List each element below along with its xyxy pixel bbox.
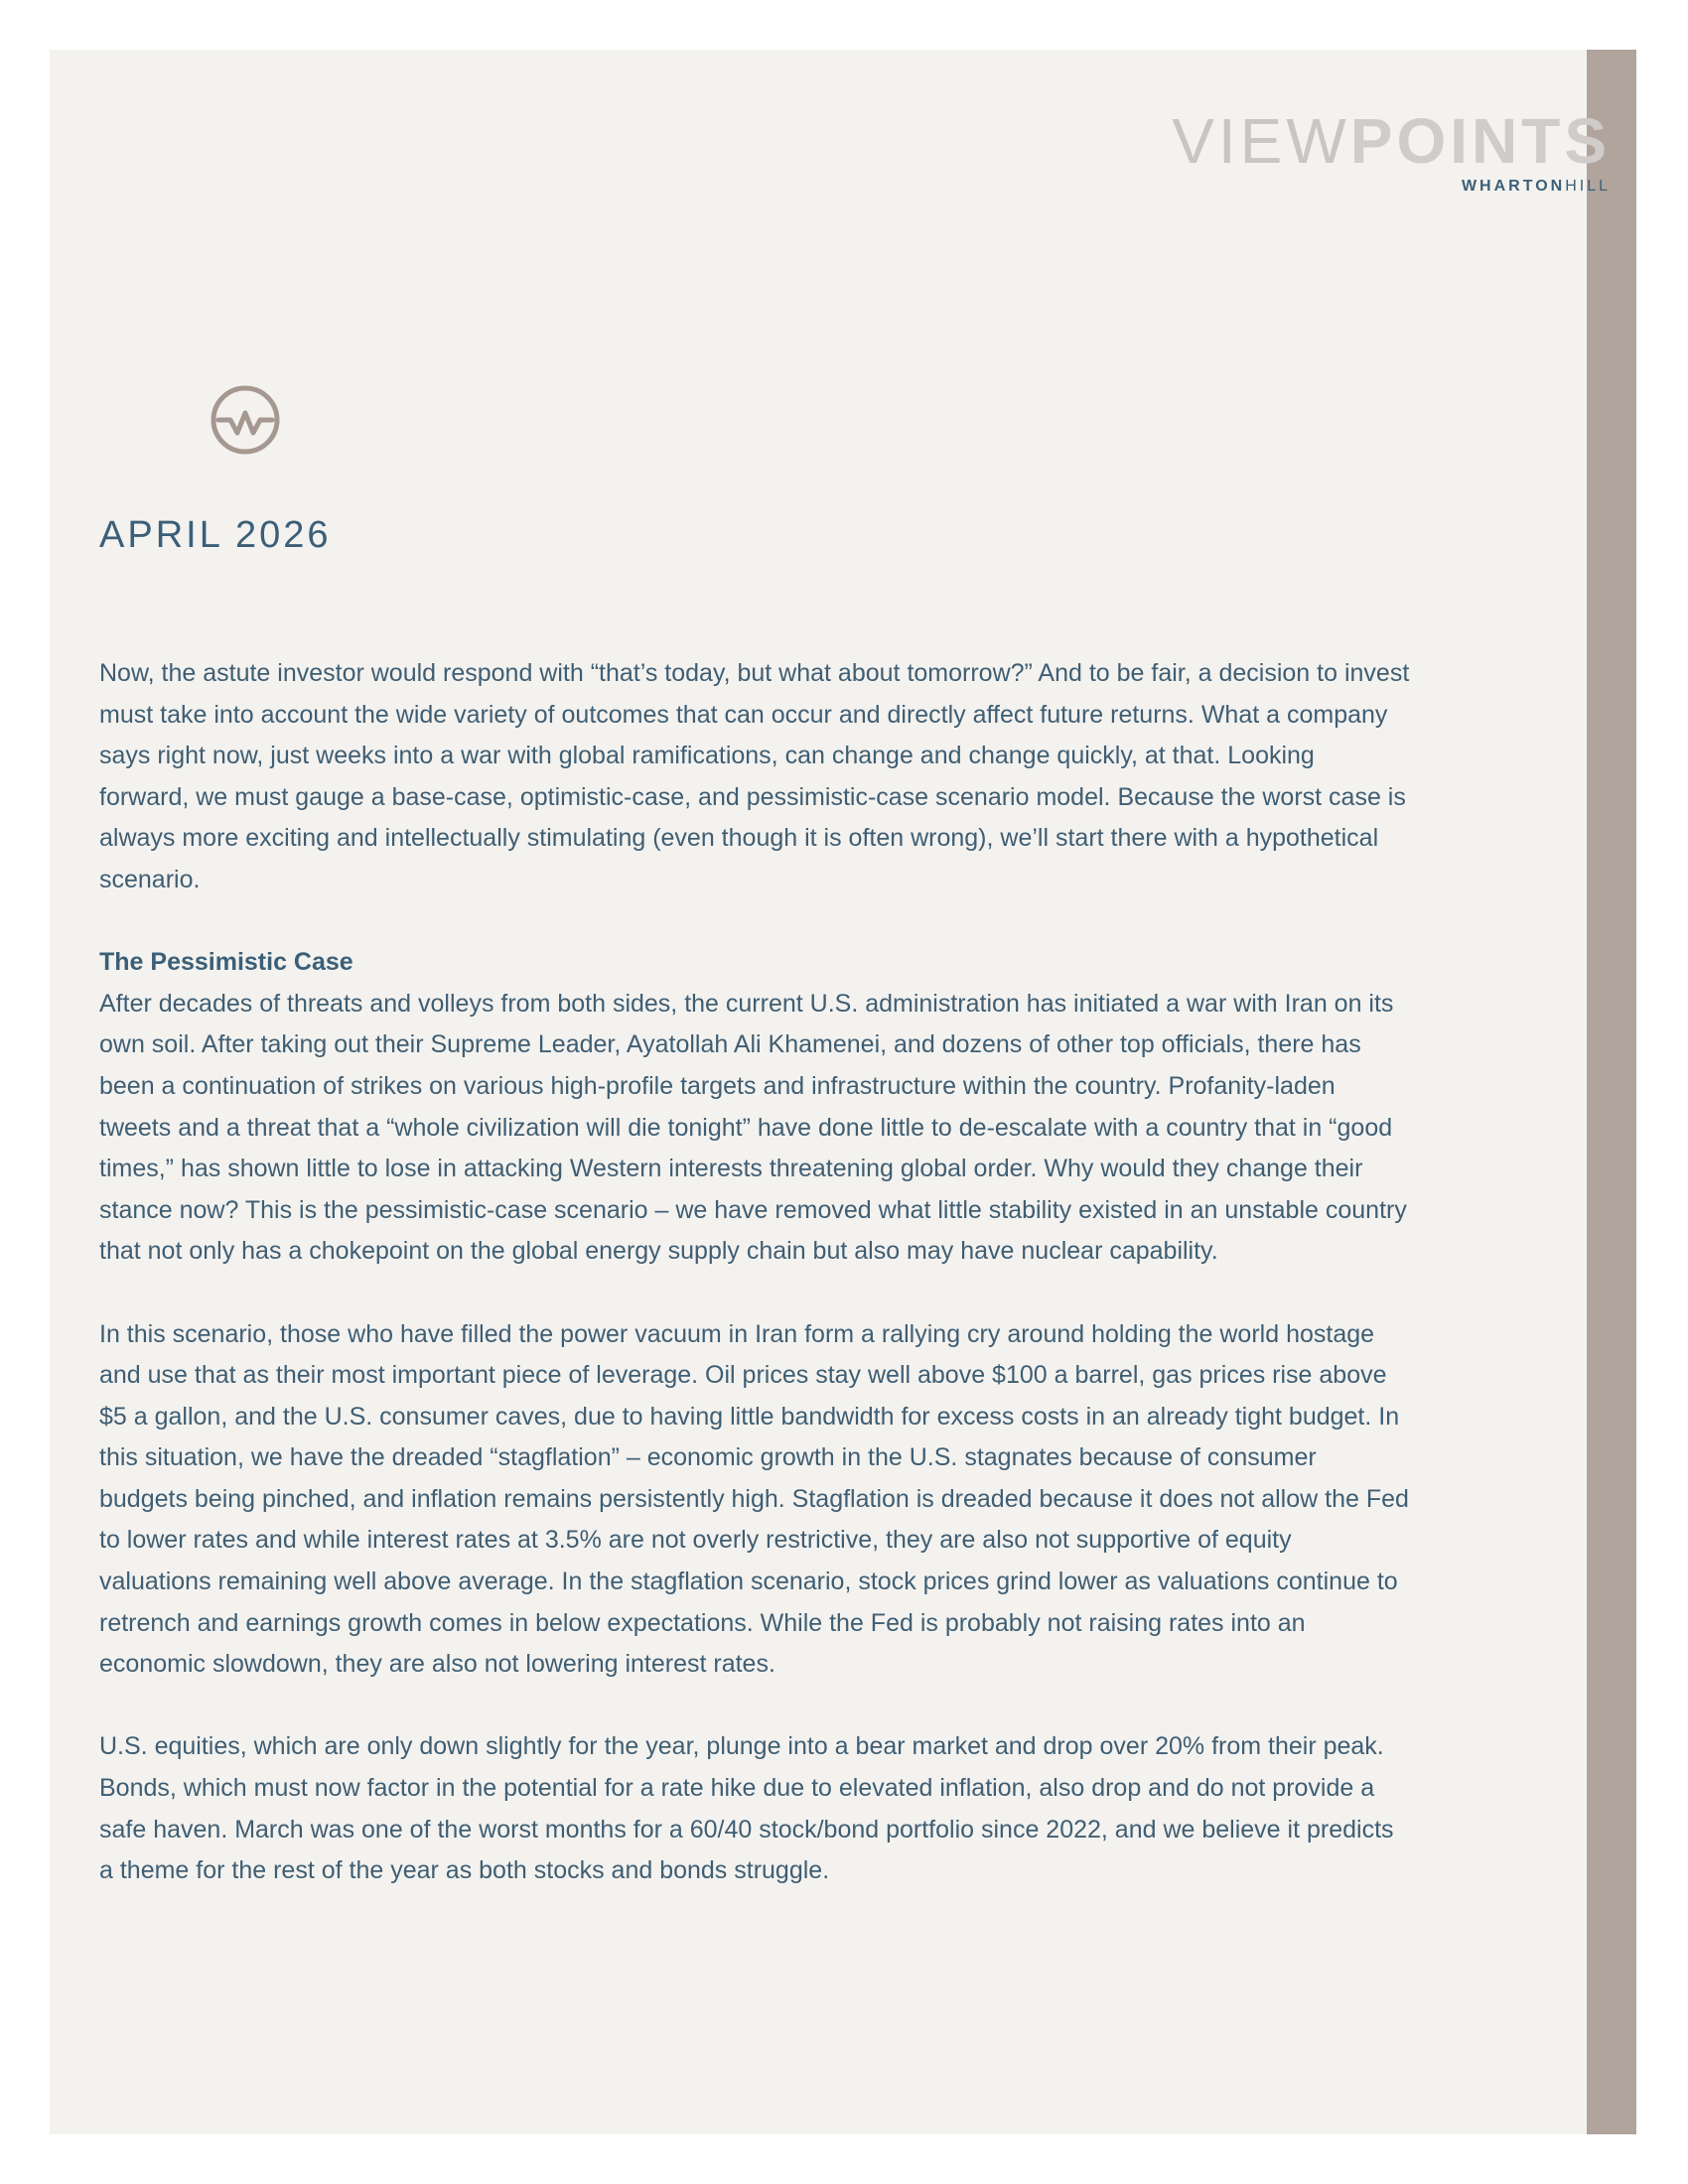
section-paragraph: In this scenario, those who have filled the power vacuum in Iran form a rallying cry around holding the world hostage and use that as their most important piece of leverage. Oil prices stay well above $100 a barrel, gas prices rise above $5 a gallon, and the U.S. consumer caves, due to having little bandwidth for excess costs in an already tight budget. In this situation, we have the dreaded “stagflation” – economic growth in the U.S. stagnates because of consumer budgets being pinched, and inflation remains persistently high. Stagflation is dreaded because it does not allow the Fed to lower rates and while interest rates at 3.5% are not overly restrictive, they are also not supportive of equity valuations remaining well above average. In the stagflation scenario, stock prices grind lower as valuations continue to retrench and earnings growth comes in below expectations. While the Fed is probably not raising rates into an economic slowdown, they are also not lowering interest rates. [99,1319,1409,1679]
section-paragraph: U.S. equities, which are only down slightly for the year, plunge into a bear market and drop over 20% from their peak. Bonds, which must now factor in the potential for a rate hike due to elevated inflation, also drop and do not provide a safe haven. March was one of the worst months for a 60/40 stock/bond portfolio since 2022, and we believe it predicts a theme for the rest of the year as both stocks and bonds struggle. [99,1732,1394,1885]
brand-name-hill: HILL [1565,178,1611,195]
section-heading: The Pessimistic Case [99,948,353,977]
masthead-title-points: POINTS [1349,105,1611,177]
article-body [99,653,1410,1933]
brand-name-wharton: WHARTON [1461,178,1566,195]
side-accent-bar [1587,50,1636,2134]
section-paragraph: After decades of threats and volleys from both sides, the current U.S. administration has initiated a war with Iran on its own soil. After taking out their Supreme Leader, Ayatollah Ali Khamenei, and dozens of other top officials, there has been a continuation of strikes on various high-profile targets and infrastructure within the country. Profanity-laden tweets and a threat that a “whole civilization will die tonight” have done little to de-escalate with a country that in “good times,” has shown little to lose in attacking Western interests threatening global order. Why would they change their stance now? This is the pessimistic-case scenario – we have removed what little stability existed in an unstable country that not only has a chokepoint on the global energy supply chain but also may have nuclear capability. [99,989,1407,1266]
brand-name [1172,179,1611,195]
masthead [1172,105,1611,195]
wharton-hill-logo-icon [209,383,282,457]
issue-date: APRIL 2026 [99,514,332,556]
masthead-title-view: VIEW [1172,105,1350,177]
intro-paragraph: Now, the astute investor would respond with “that’s today, but what about tomorrow?” And to be fair, a decision to invest must take into account the wide variety of outcomes that can occur and directly affect future returns. What a company says right now, just weeks into a war with global ramifications, can change and change quickly, at that. Looking forward, we must gauge a base-case, optimistic-case, and pessimistic-case scenario model. Because the worst case is always more exciting and intellectually stimulating (even though it is often wrong), we’ll start there with a hypothetical scenario. [99,659,1410,893]
masthead-title [1172,105,1611,177]
